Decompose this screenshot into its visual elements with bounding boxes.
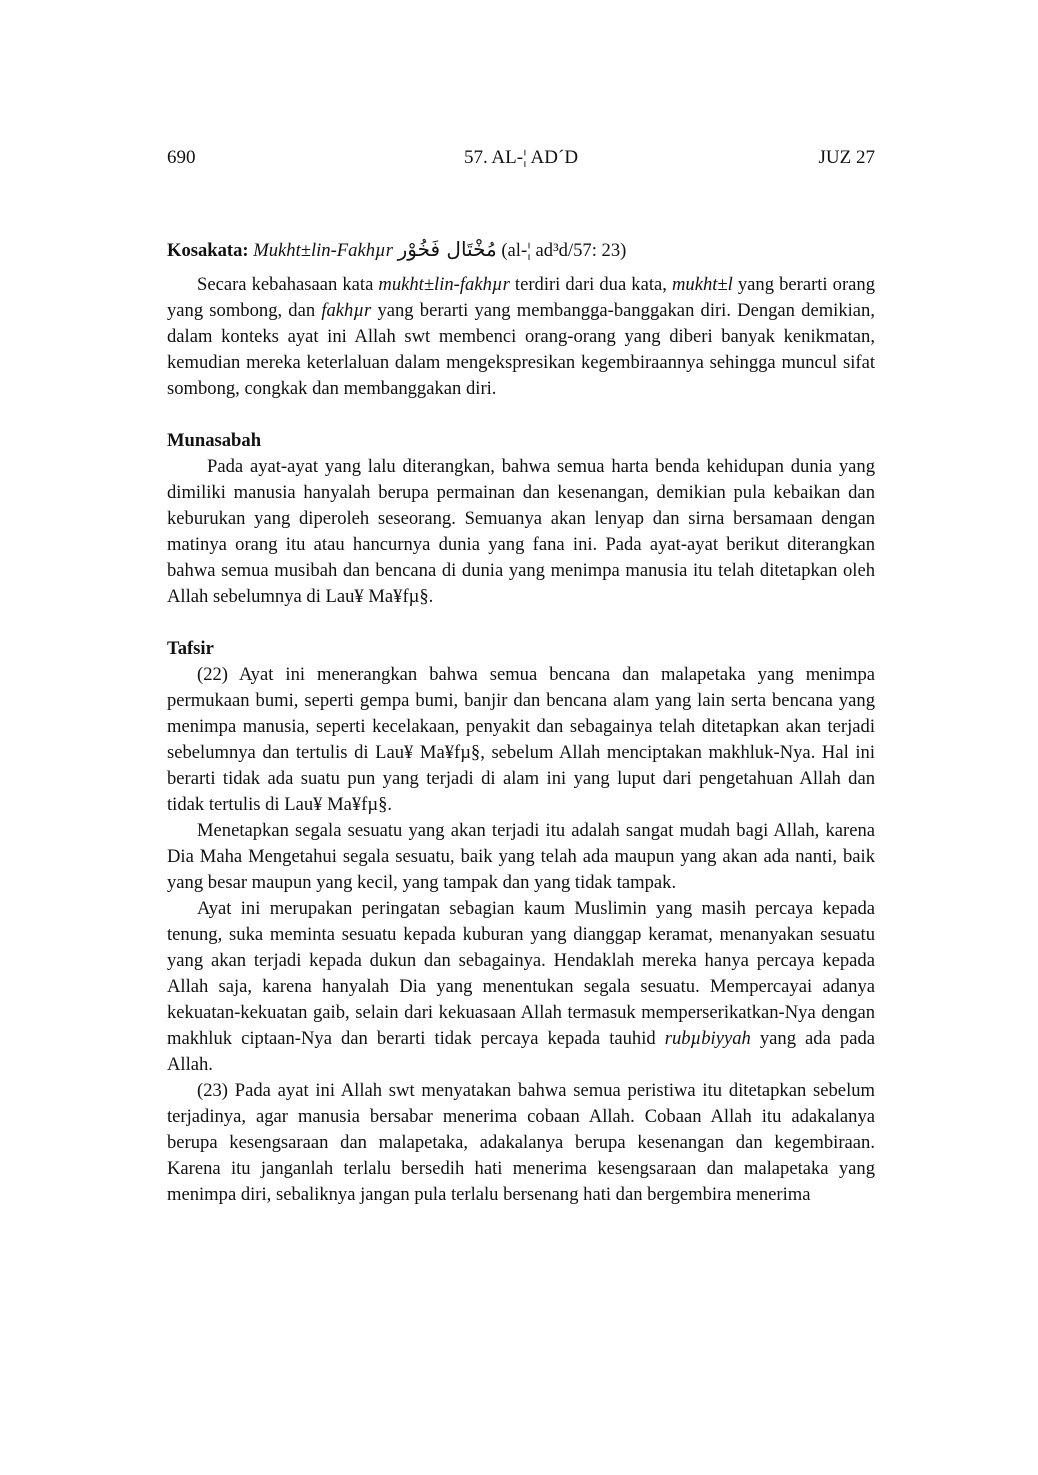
kosakata-paragraph [167,272,875,402]
tafsir-paragraph-1: (22) Ayat ini menerangkan bahwa semua bencana dan malapetaka yang menimpa permukaan bumi, seperti gempa bumi, banjir dan bencana alam yang lain serta bencana yang menimpa manusia, seperti kecelakaan, penyakit dan sebagainya telah ditetapkan akan terjadi sebelumnya dan tertulis di Lau¥ Ma¥fµ§, sebelum Allah menciptakan makhluk-Nya. Hal ini berarti tidak ada suatu pun yang terjadi di alam ini yang luput dari pengetahuan Allah dan tidak tertulis di Lau¥ Ma¥fµ§. [167,664,875,815]
text-run: yang berarti yang membangga-banggakan diri. Dengan demikian, dalam konteks ayat ini Allah swt membenci orang-orang yang diberi banyak kenikmatan, kemudian mereka keterlaluan dalam mengekspresikan kegembiraannya sehingga muncul sifat sombong, congkak dan membanggakan diri. [167,300,875,399]
kosakata-label: Kosakata: [167,240,254,261]
kosakata-term: Mukht±lin-Fakhµr [253,240,398,261]
kosakata-arabic-text: مُخْتَال فَخُوْر [397,237,497,261]
text-run-italic: fakhµr [321,300,372,321]
tafsir-paragraph-3 [167,896,875,1078]
chapter-title: 57. AL-¦ AD´D [463,147,579,168]
page-header [167,146,875,170]
text-run: Secara kebahasaan kata [197,274,379,295]
munasabah-heading: Munasabah [167,430,262,451]
juz-label: JUZ 27 [818,147,875,168]
text-run-italic: rubµbiyyah [664,1028,751,1049]
text-run-italic: mukht±l [671,274,733,295]
tafsir-paragraph-4: (23) Pada ayat ini Allah swt menyatakan bahwa semua peristiwa itu ditetapkan sebelum terjadinya, agar manusia bersabar menerima cobaan Allah. Cobaan Allah itu adakalanya berupa kesengsaraan dan malapetaka, adakalanya berupa kesenangan dan kegembiraan. Karena itu janganlah terlalu bersedih hati menerima kesengsaraan dan malapetaka yang menimpa diri, sebaliknya jangan pula terlalu bersenang hati dan bergembira menerima [167,1080,875,1205]
kosakata-line [167,236,875,264]
text-run: yang berarti orang yang sombong, dan [167,274,875,321]
tafsir-heading: Tafsir [167,638,214,659]
tafsir-paragraph-2: Menetapkan segala sesuatu yang akan terjadi itu adalah sangat mudah bagi Allah, karena Dia Maha Mengetahui segala sesuatu, baik yang telah ada maupun yang akan ada nanti, baik yang besar maupun yang kecil, yang tampak dan yang tidak tampak. [167,820,875,893]
text-run: yang ada pada Allah. [167,1028,875,1075]
munasabah-paragraph: Pada ayat-ayat yang lalu diterangkan, bahwa semua harta benda kehidupan dunia yang dimiliki manusia hanyalah berupa permainan dan kesenangan, demikian pula kebaikan dan keburukan yang diperoleh seseorang. Semuanya akan lenyap dan sirna bersamaan dengan matinya orang itu atau hancurnya dunia yang fana ini. Pada ayat-ayat berikut diterangkan bahwa semua musibah dan bencana di dunia yang menimpa manusia itu telah ditetapkan oleh Allah sebelumnya di Lau¥ Ma¥fµ§. [167,456,875,607]
kosakata-reference: (al-¦ ad³d/57: 23) [496,240,627,261]
page-number: 690 [167,147,196,168]
page-content [167,236,875,1208]
text-run: Ayat ini merupakan peringatan sebagian kaum Muslimin yang masih percaya kepada tenung, suka meminta sesuatu kepada kuburan yang dianggap keramat, menanyakan sesuatu yang akan terjadi kepada dukun dan sebagainya. Hendaklah mereka hanya percaya kepada Allah saja, karena hanyalah Dia yang menentukan segala sesuatu. Mempercayai adanya kekuatan-kekuatan gaib, selain dari kekuasaan Allah termasuk memperserikatkan-Nya dengan makhluk ciptaan-Nya dan berarti tidak percaya kepada tauhid [167,898,875,1049]
text-run-italic: mukht±lin-fakhµr [378,274,510,295]
text-run: terdiri dari dua kata, [509,274,672,295]
